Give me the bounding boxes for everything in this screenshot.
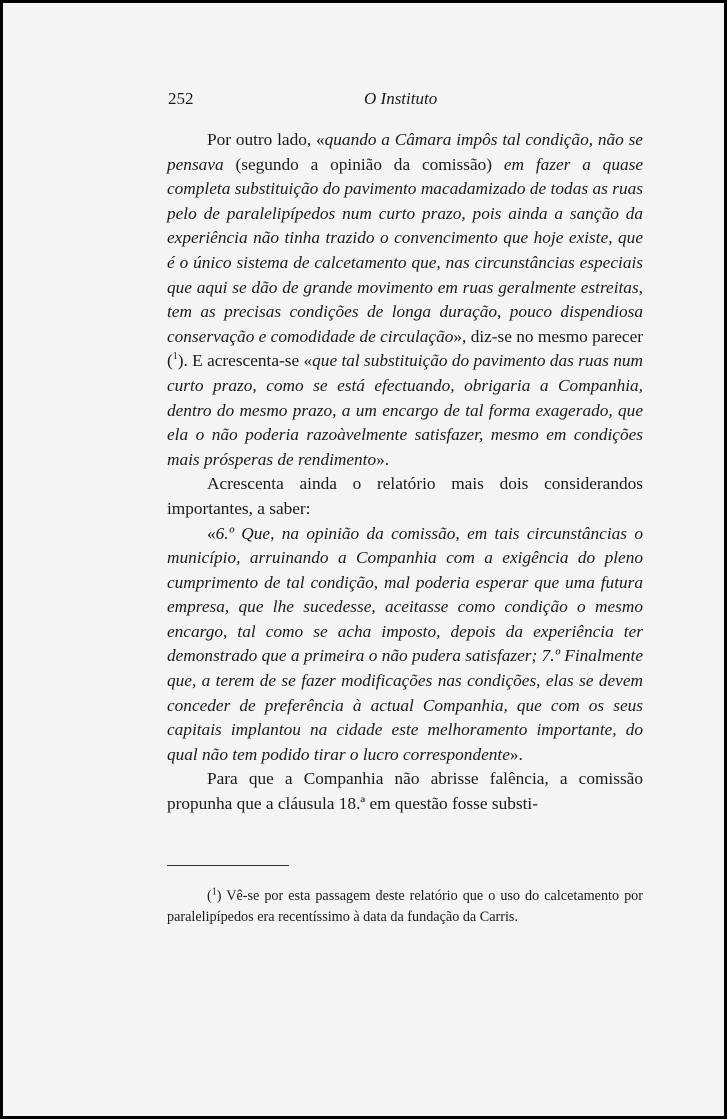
page-header (168, 89, 642, 115)
text-run: Por outro lado, « (207, 130, 325, 149)
italic-run: quando a Câmara impôs tal condição, não se pensava (167, 130, 643, 174)
text-run: « (207, 523, 216, 543)
text-run: ». (509, 744, 523, 764)
text-run: (segundo a opinião da comissão) (223, 154, 504, 174)
footnote (167, 886, 643, 927)
text-run: Acrescenta ainda o relatório mais dois considerandos importantes, a saber: (167, 474, 643, 518)
italic-run: em fazer a quase completa substituição do pavimento macadamizado de todas as ruas pelo de paralelipípedos num curto prazo, pois ainda a sanção da experiência não tinha trazido o convencimento que hoje existe, que é o único sistema de calcetamento que, nas circunstâncias especiais que aqui se dão de grande movimento em ruas geralmente estreitas, tem as precisas condições de longa duração, pouco dispendiosa conservação e comodidade de circulação (167, 154, 643, 346)
body-paragraph (167, 522, 643, 768)
footnote-reference: 1 (172, 351, 178, 363)
running-title: O Instituto (364, 89, 438, 108)
book-page (3, 3, 724, 1116)
text-run: Para que a Companhia não abrisse falência, a comissão propunha que a cláusula 18.ª em questão fosse substi- (167, 769, 643, 814)
body-text (167, 128, 643, 817)
body-paragraph (167, 128, 643, 472)
footnote-separator (167, 865, 289, 866)
footnote-marker: 1 (211, 886, 217, 898)
body-paragraph (167, 472, 643, 521)
italic-run: 6.º Que, na opinião da comissão, em tais circunstâncias o município, arruinando a Companhia com a exigência do pleno cumprimento de tal condição, mal poderia esperar que uma futura empresa, que lhe sucedesse, aceitasse como condição o mesmo encargo, tal como se acha imposto, depois da experiência ter demonstrado que a primeira o não pudera satisfazer; 7.º Finalmente que, a terem de se fazer modificações nas condições, elas se devem conceder de preferência à actual Companhia, que com os seus capitais implantou na cidade este melhoramento importante, do qual não tem podido tirar o lucro correspondente (167, 523, 643, 764)
text-run: ». (376, 449, 390, 469)
page-number: 252 (168, 89, 194, 108)
body-paragraph (167, 767, 643, 816)
footnote-paragraph: ($^1$) Vê-se por esta passagem deste relatório que o uso do calcetamento por paralelipípedos era recentíssimo à data da fundação da Carris. (167, 886, 643, 925)
footnote-text: Vê-se por esta passagem deste relatório que o uso do calcetamento por paralelipípedos era recentíssimo à data da fundação da Carris. (167, 888, 643, 925)
italic-run: que tal substituição do pavimento das ruas num curto prazo, como se está efectuando, obrigaria a Companhia, dentro do mesmo prazo, a um encargo de tal forma exagerado, que ela o não poderia razoàvelmente satisfazer, mesmo em condições mais prósperas de rendimento (167, 351, 644, 469)
text-run: », diz-se no mesmo parecer ( (167, 326, 643, 371)
text-run: ). E acrescenta-se « (177, 351, 313, 371)
